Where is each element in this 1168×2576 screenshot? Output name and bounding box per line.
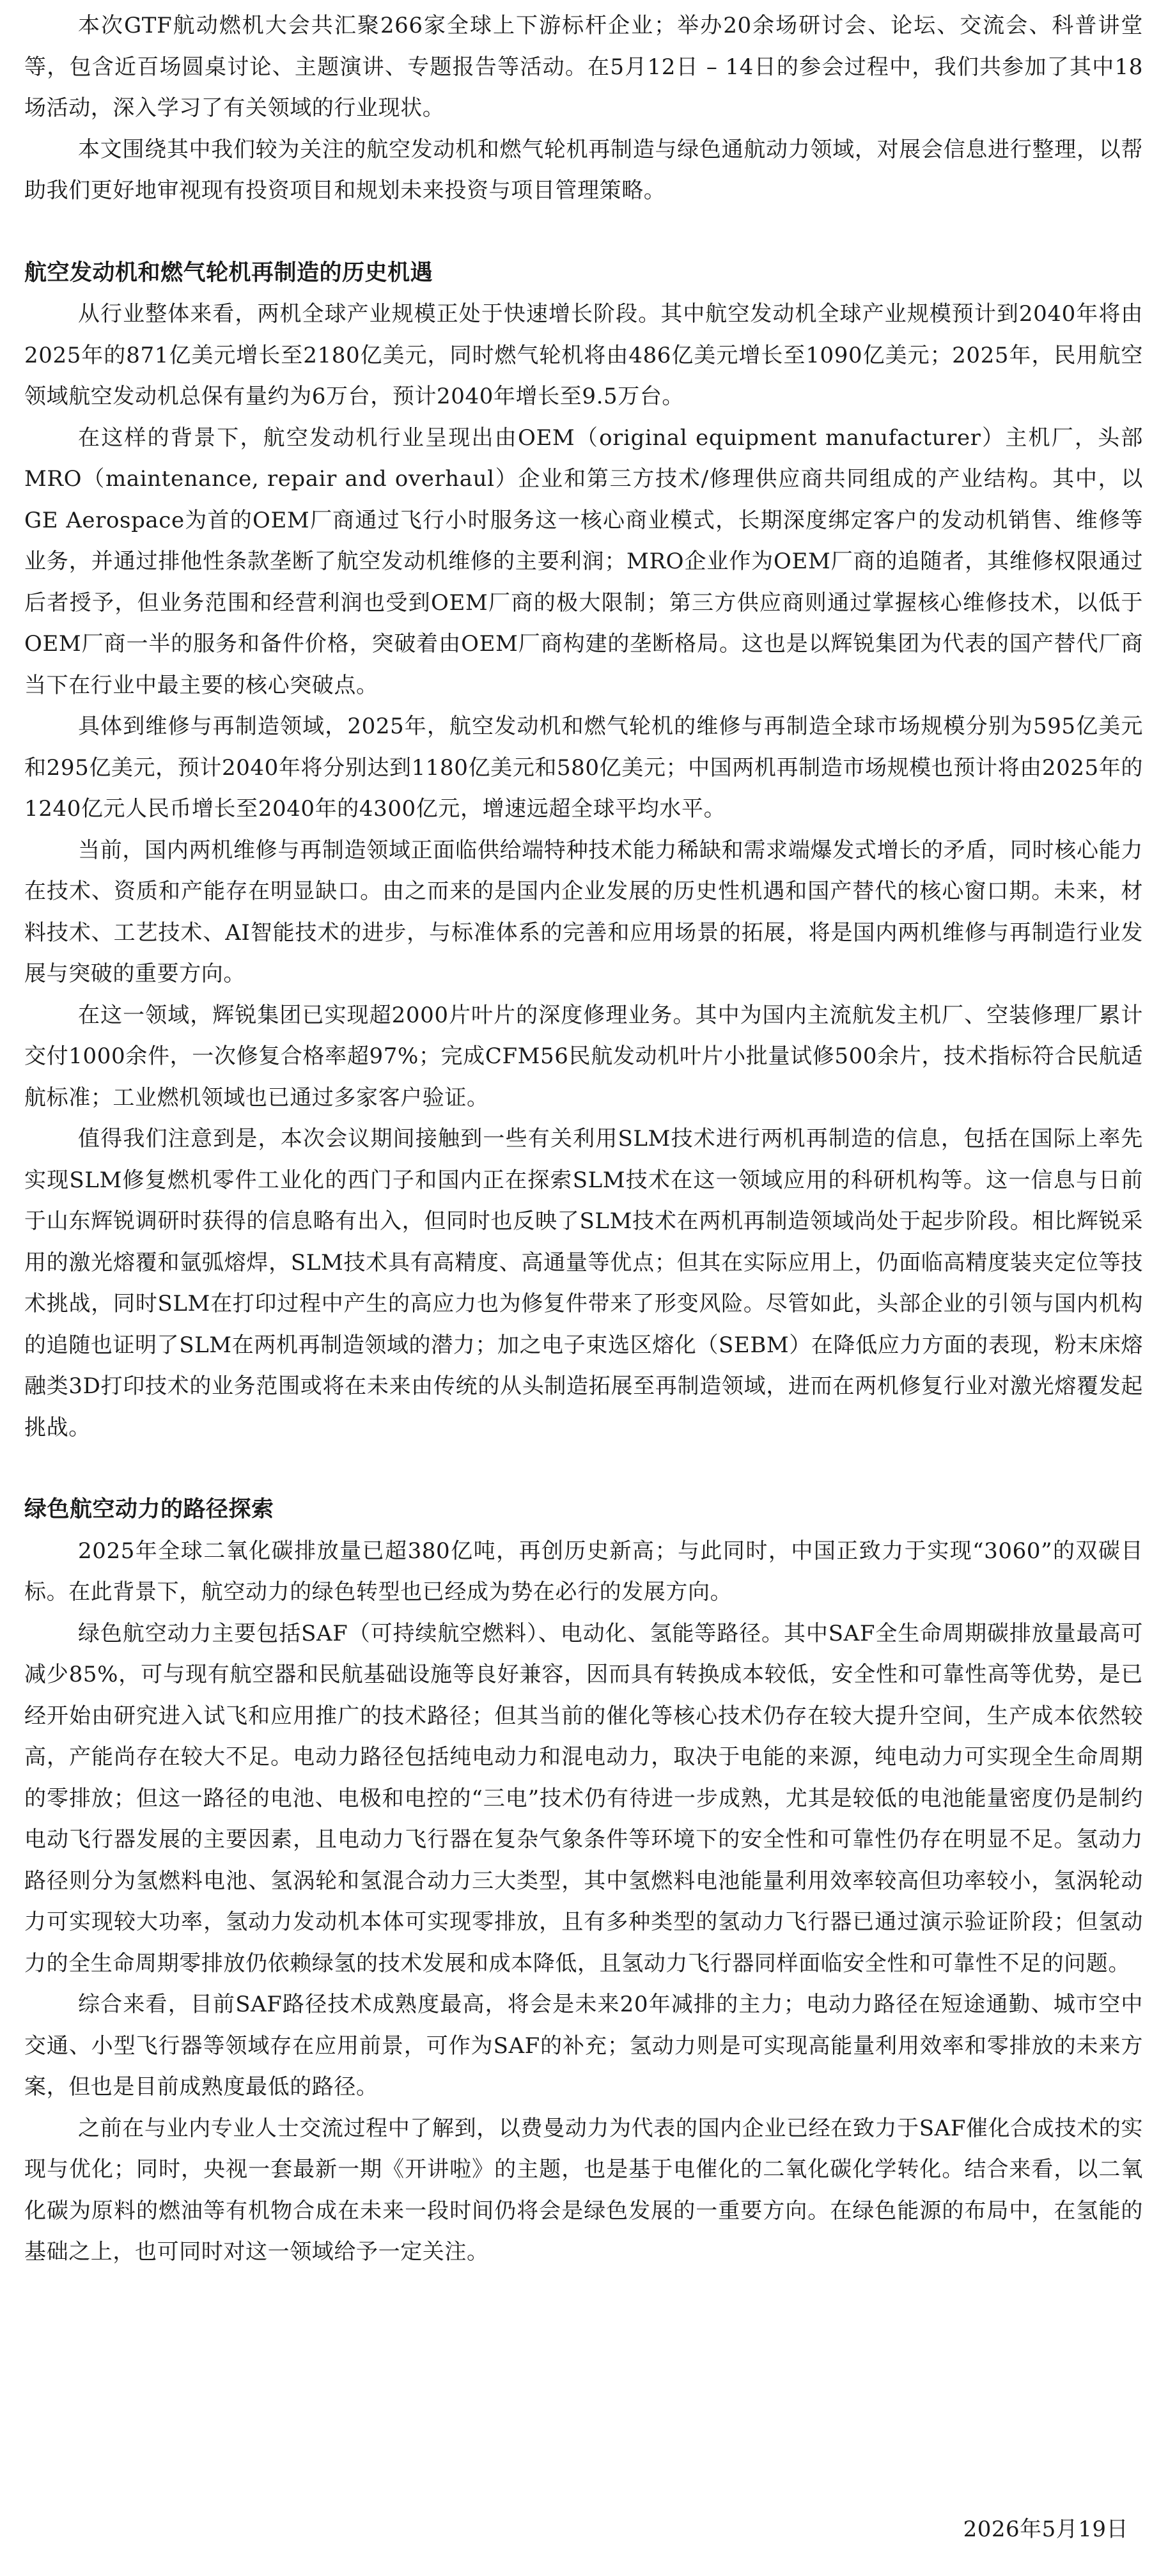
paragraph: 本次GTF航动燃机大会共汇聚266家全球上下游标杆企业；举办20余场研讨会、论坛、交流会、科普讲堂等，包含近百场圆桌讨论、主题演讲、专题报告等活动。在5月12日 – 14日的参会过程中，我们共参加了其中18场活动，深入学习了有关领域的行业现状。 xyxy=(24,13,1143,121)
section-remanufacturing xyxy=(24,253,1143,1449)
intro-section xyxy=(24,5,1143,212)
section-heading: 航空发动机和燃气轮机再制造的历史机遇 xyxy=(24,260,433,286)
paragraph: 从行业整体来看，两机全球产业规模正处于快速增长阶段。其中航空发动机全球产业规模预计到2040年将由2025年的871亿美元增长至2180亿美元，同时燃气轮机将由486亿美元增长至1090亿美元；2025年，民用航空领域航空发动机总保有量约为6万台，预计2040年增长至9.5万台。 xyxy=(24,301,1143,409)
paragraph: 当前，国内两机维修与再制造领域正面临供给端特种技术能力稀缺和需求端爆发式增长的矛盾，同时核心能力在技术、资质和产能存在明显缺口。由之而来的是国内企业发展的历史性机遇和国产替代的核心窗口期。未来，材料技术、工艺技术、AI智能技术的进步，与标准体系的完善和应用场景的拓展，将是国内两机维修与再制造行业发展与突破的重要方向。 xyxy=(24,837,1143,987)
paragraph: 值得我们注意到是，本次会议期间接触到一些有关利用SLM技术进行两机再制造的信息，包括在国际上率先实现SLM修复燃机零件工业化的西门子和国内正在探索SLM技术在这一领域应用的科研机构等。这一信息与日前于山东辉锐调研时获得的信息略有出入，但同时也反映了SLM技术在两机再制造领域尚处于起步阶段。相比辉锐采用的激光熔覆和氩弧熔焊，SLM技术具有高精度、高通量等优点；但其在实际应用上，仍面临高精度装夹定位等技术挑战，同时SLM在打印过程中产生的高应力也为修复件带来了形变风险。尽管如此，头部企业的引领与国内机构的追随也证明了SLM在两机再制造领域的潜力；加之电子束选区熔化（SEBM）在降低应力方面的表现，粉末床熔融类3D打印技术的业务范围或将在未来由传统的从头制造拓展至再制造领域，进而在两机修复行业对激光熔覆发起挑战。 xyxy=(24,1126,1143,1440)
paragraph: 2025年全球二氧化碳排放量已超380亿吨，再创历史新高；与此同时，中国正致力于实现“3060”的双碳目标。在此背景下，航空动力的绿色转型也已经成为势在必行的发展方向。 xyxy=(24,1538,1143,1605)
paragraph: 之前在与业内专业人士交流过程中了解到，以费曼动力为代表的国内企业已经在致力于SAF催化合成技术的实现与优化；同时，央视一套最新一期《开讲啦》的主题，也是基于电催化的二氧化碳化学转化。结合来看，以二氧化碳为原料的燃油等有机物合成在未来一段时间仍将会是绿色发展的一重要方向。在绿色能源的布局中，在氢能的基础之上，也可同时对这一领域给予一定关注。 xyxy=(24,2115,1143,2265)
paragraph: 综合来看，目前SAF路径技术成熟度最高，将会是未来20年减排的主力；电动力路径在短途通勤、城市空中交通、小型飞行器等领域存在应用前景，可作为SAF的补充；氢动力则是可实现高能量利用效率和零排放的未来方案，但也是目前成熟度最低的路径。 xyxy=(24,1992,1143,2100)
paragraph: 具体到维修与再制造领域，2025年，航空发动机和燃气轮机的维修与再制造全球市场规模分别为595亿美元和295亿美元，预计2040年将分别达到1180亿美元和580亿美元；中国两机再制造市场规模也预计将由2025年的1240亿元人民币增长至2040年的4300亿元，增速远超全球平均水平。 xyxy=(24,714,1143,822)
document-date: 2026年5月19日 xyxy=(963,2517,1128,2542)
paragraph: 本文围绕其中我们较为关注的航空发动机和燃气轮机再制造与绿色通航动力领域，对展会信息进行整理，以帮助我们更好地审视现有投资项目和规划未来投资与项目管理策略。 xyxy=(24,136,1143,203)
paragraph: 在这样的背景下，航空发动机行业呈现出由OEM（original equipment manufacturer）主机厂，头部MRO（maintenance, repair and overhaul）企业和第三方技术/修理供应商共同组成的产业结构。其中，以GE Aerospace为首的OEM厂商通过飞行小时服务这一核心商业模式，长期深度绑定客户的发动机销售、维修等业务，并通过排他性条款垄断了航空发动机维修的主要利润；MRO企业作为OEM厂商的追随者，其维修权限通过后者授予，但业务范围和经营利润也受到OEM厂商的极大限制；第三方供应商则通过掌握核心维修技术，以低于OEM厂商一半的服务和备件价格，突破着由OEM厂商构建的垄断格局。这也是以辉锐集团为代表的国产替代厂商当下在行业中最主要的核心突破点。 xyxy=(24,425,1143,698)
section-green-aviation xyxy=(24,1489,1143,2273)
section-heading: 绿色航空动力的路径探索 xyxy=(24,1497,274,1522)
paragraph: 在这一领域，辉锐集团已实现超2000片叶片的深度修理业务。其中为国内主流航发主机厂、空装修理厂累计交付1000余件，一次修复合格率超97%；完成CFM56民航发动机叶片小批量试修500余片，技术指标符合民航适航标准；工业燃机领域也已通过多家客户验证。 xyxy=(24,1002,1143,1111)
paragraph: 绿色航空动力主要包括SAF（可持续航空燃料）、电动化、氢能等路径。其中SAF全生命周期碳排放量最高可减少85%，可与现有航空器和民航基础设施等良好兼容，因而具有转换成本较低，安全性和可靠性高等优势，是已经开始由研究进入试飞和应用推广的技术路径；但其当前的催化等核心技术仍存在较大提升空间，生产成本依然较高，产能尚存在较大不足。电动力路径包括纯电动力和混电动力，取决于电能的来源，纯电动力可实现全生命周期的零排放；但这一路径的电池、电极和电控的“三电”技术仍有待进一步成熟，尤其是较低的电池能量密度仍是制约电动飞行器发展的主要因素，且电动力飞行器在复杂气象条件等环境下的安全性和可靠性仍存在明显不足。氢动力路径则分为氢燃料电池、氢涡轮和氢混合动力三大类型，其中氢燃料电池能量利用效率较高但功率较小，氢涡轮动力可实现较大功率，氢动力发动机本体可实现零排放，且有多种类型的氢动力飞行器已通过演示验证阶段；但氢动力的全生命周期零排放仍依赖绿氢的技术发展和成本降低，且氢动力飞行器同样面临安全性和可靠性不足的问题。 xyxy=(24,1620,1143,1976)
document-body xyxy=(24,5,1143,2273)
